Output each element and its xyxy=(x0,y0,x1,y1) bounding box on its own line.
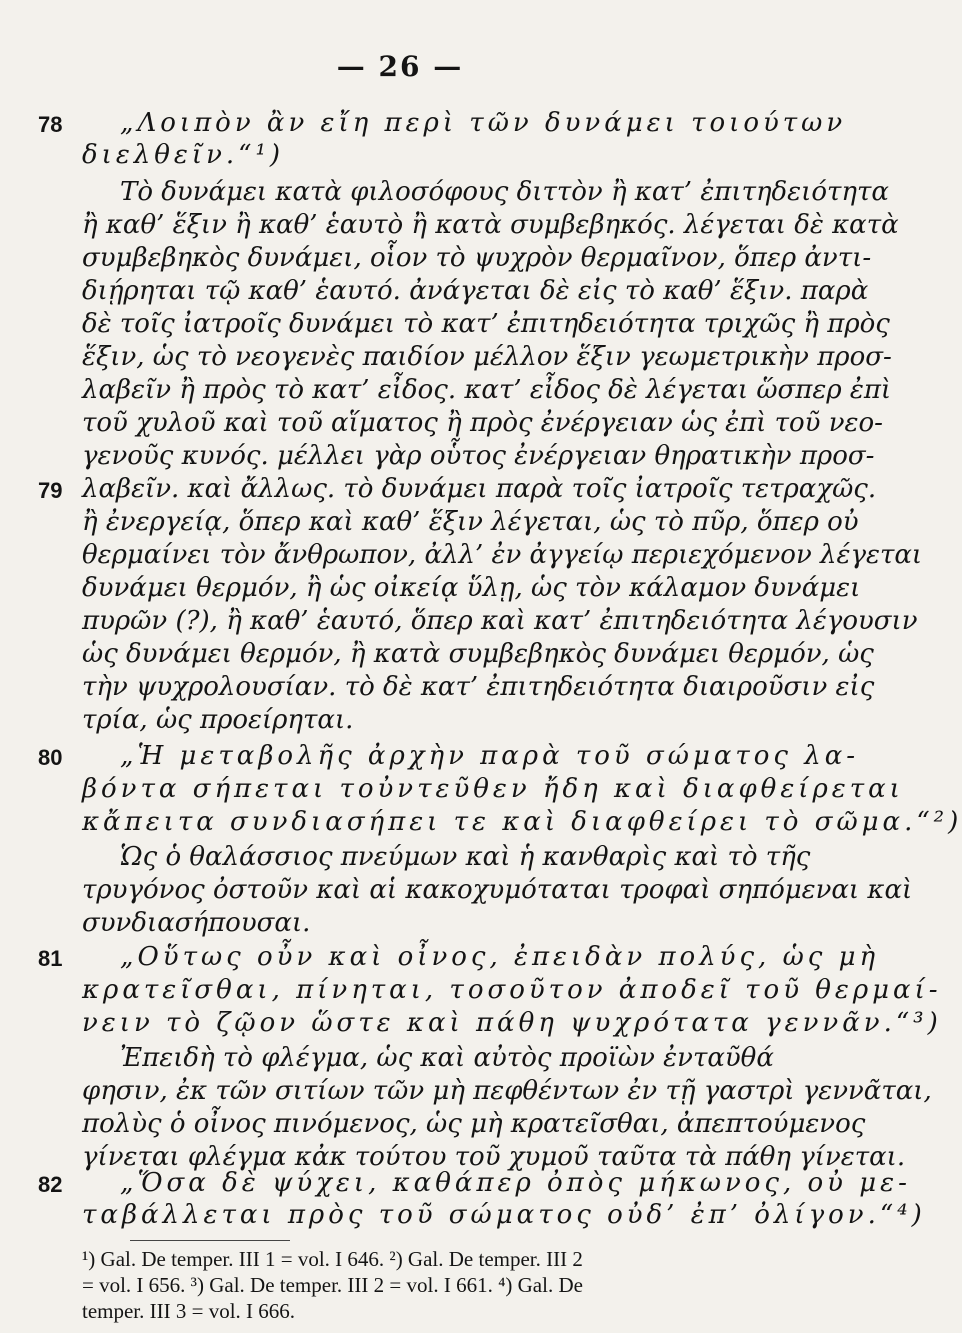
section-number-80: 80 xyxy=(38,745,63,770)
section-number-79: 79 xyxy=(38,478,63,503)
footnote-rule xyxy=(130,1240,290,1241)
text-line: γενοῦς κυνός. μέλλει γὰρ οὗτος ἐνέργειαν θηρατικὴν προσ- xyxy=(82,441,875,471)
text-line: τρία, ὡς προείρηται. xyxy=(82,705,354,735)
text-line: Ἐπειδὴ τὸ φλέγμα, ὡς καὶ αὐτὸς προϊὼν ἐνταῦθά xyxy=(120,1043,774,1073)
quote-line: „Ὅσα δὲ ψύχει, καθάπερ ὀπὸς μήκωνος, οὐ με- xyxy=(120,1168,911,1198)
text-line: τὴν ψυχρολουσίαν. τὸ δὲ κατ’ ἐπιτηδειότητα διαιροῦσιν εἰς xyxy=(82,672,875,702)
text-line: Τὸ δυνάμει κατὰ φιλοσόφους διττὸν ἢ κατ’ ἐπιτηδειότητα xyxy=(120,177,889,207)
quote-line: „Λοιπὸν ἂν εἴη περὶ τῶν δυνάμει τοιούτων xyxy=(120,108,847,138)
text-line: τρυγόνος ὀστοῦν καὶ αἱ κακοχυμόταται τροφαὶ σηπόμεναι καὶ xyxy=(82,875,913,905)
quote-line: διελθεῖν.“¹) xyxy=(82,140,285,170)
text-line: συνδιασήπουσαι. xyxy=(82,908,311,938)
text-line: Ὡς ὁ θαλάσσιος πνεύμων καὶ ἡ κανθαρὶς καὶ τὸ τῆς xyxy=(120,842,811,872)
text-line: ἕξιν, ὡς τὸ νεογενὲς παιδίον μέλλον ἕξιν γεωμετρικὴν προσ- xyxy=(82,342,892,372)
text-line: διῄρηται τῷ καθ’ ἑαυτό. ἀνάγεται δὲ εἰς τὸ καθ’ ἕξιν. παρὰ xyxy=(82,276,869,306)
footnote-line: ¹) Gal. De temper. III 1 = vol. I 646. ²) Gal. De temper. III 2 xyxy=(82,1247,583,1271)
text-line: πυρῶν (?), ἢ καθ’ ἑαυτό, ὅπερ καὶ κατ’ ἐπιτηδειότητα λέγουσιν xyxy=(82,606,918,636)
quote-line: βόντα σήπεται τοὐντεῦθεν ἤδη καὶ διαφθείρεται xyxy=(82,774,904,804)
quote-line: „Οὕτως οὖν καὶ οἶνος, ἐπειδὰν πολύς, ὡς μὴ xyxy=(120,942,880,972)
section-number-78: 78 xyxy=(38,112,63,137)
quote-line: „Ἡ μεταβολῆς ἀρχὴν παρὰ τοῦ σώματος λα- xyxy=(120,741,860,771)
text-line: λαβεῖν. καὶ ἄλλως. τὸ δυνάμει παρὰ τοῖς ἰατροῖς τετραχῶς. xyxy=(82,474,877,504)
text-line: ὡς δυνάμει θερμόν, ἢ κατὰ συμβεβηκὸς δυνάμει θερμόν, ὡς xyxy=(82,639,874,669)
footnote-line: temper. III 3 = vol. I 666. xyxy=(82,1299,296,1323)
page-number: — 26 — xyxy=(336,50,464,83)
text-line: φησιν, ἐκ τῶν σιτίων τῶν μὴ πεφθέντων ἐν τῇ γαστρὶ γεννᾶται, xyxy=(82,1076,932,1106)
text-line: δυνάμει θερμόν, ἢ ὡς οἰκείᾳ ὕλῃ, ὡς τὸν κάλαμον δυνάμει xyxy=(82,573,861,603)
quote-line: κἄπειτα συνδιασήπει τε καὶ διαφθείρει τὸ σῶμα.“²) xyxy=(82,807,962,837)
text-line: λαβεῖν ἢ πρὸς τὸ κατ’ εἶδος. κατ’ εἶδος δὲ λέγεται ὥσπερ ἐπὶ xyxy=(82,375,892,405)
text-line: ἢ καθ’ ἕξιν ἢ καθ’ ἑαυτὸ ἢ κατὰ συμβεβηκός. λέγεται δὲ κατὰ xyxy=(82,210,899,240)
text-line: τοῦ χυλοῦ καὶ τοῦ αἵματος ἢ πρὸς ἐνέργειαν ὡς ἐπὶ τοῦ νεο- xyxy=(82,408,883,438)
section-number-82: 82 xyxy=(38,1172,63,1197)
quote-line: νειν τὸ ζῷον ὥστε καὶ πάθη ψυχρότατα γεννᾶν.“³) xyxy=(82,1008,942,1038)
section-number-81: 81 xyxy=(38,946,63,971)
text-line: πολὺς ὁ οἶνος πινόμενος, ὡς μὴ κρατεῖσθαι, ἀπεπτούμενος xyxy=(82,1109,866,1139)
text-line: ἢ ἐνεργείᾳ, ὅπερ καὶ καθ’ ἕξιν λέγεται, ὡς τὸ πῦρ, ὅπερ οὐ xyxy=(82,507,859,537)
text-line: δὲ τοῖς ἰατροῖς δυνάμει τὸ κατ’ ἐπιτηδειότητα τριχῶς ἢ πρὸς xyxy=(82,309,890,339)
text-line: γίνεται φλέγμα κἀκ τούτου τοῦ χυμοῦ ταῦτα τὰ πάθη γίνεται. xyxy=(82,1142,906,1172)
text-line: θερμαίνει τὸν ἄνθρωπον, ἀλλ’ ἐν ἀγγείῳ περιεχόμενον λέγεται xyxy=(82,540,923,570)
quote-line: κρατεῖσθαι, πίνηται, τοσοῦτον ἀποδεῖ τοῦ θερμαί- xyxy=(82,975,942,1005)
footnote-line: = vol. I 656. ³) Gal. De temper. III 2 = vol. I 661. ⁴) Gal. De xyxy=(82,1273,583,1297)
quote-line: ταβάλλεται πρὸς τοῦ σώματος οὐδ’ ἐπ’ ὀλίγον.“⁴) xyxy=(82,1200,926,1230)
text-line: συμβεβηκὸς δυνάμει, οἷον τὸ ψυχρὸν θερμαῖνον, ὅπερ ἀντι- xyxy=(82,243,872,273)
